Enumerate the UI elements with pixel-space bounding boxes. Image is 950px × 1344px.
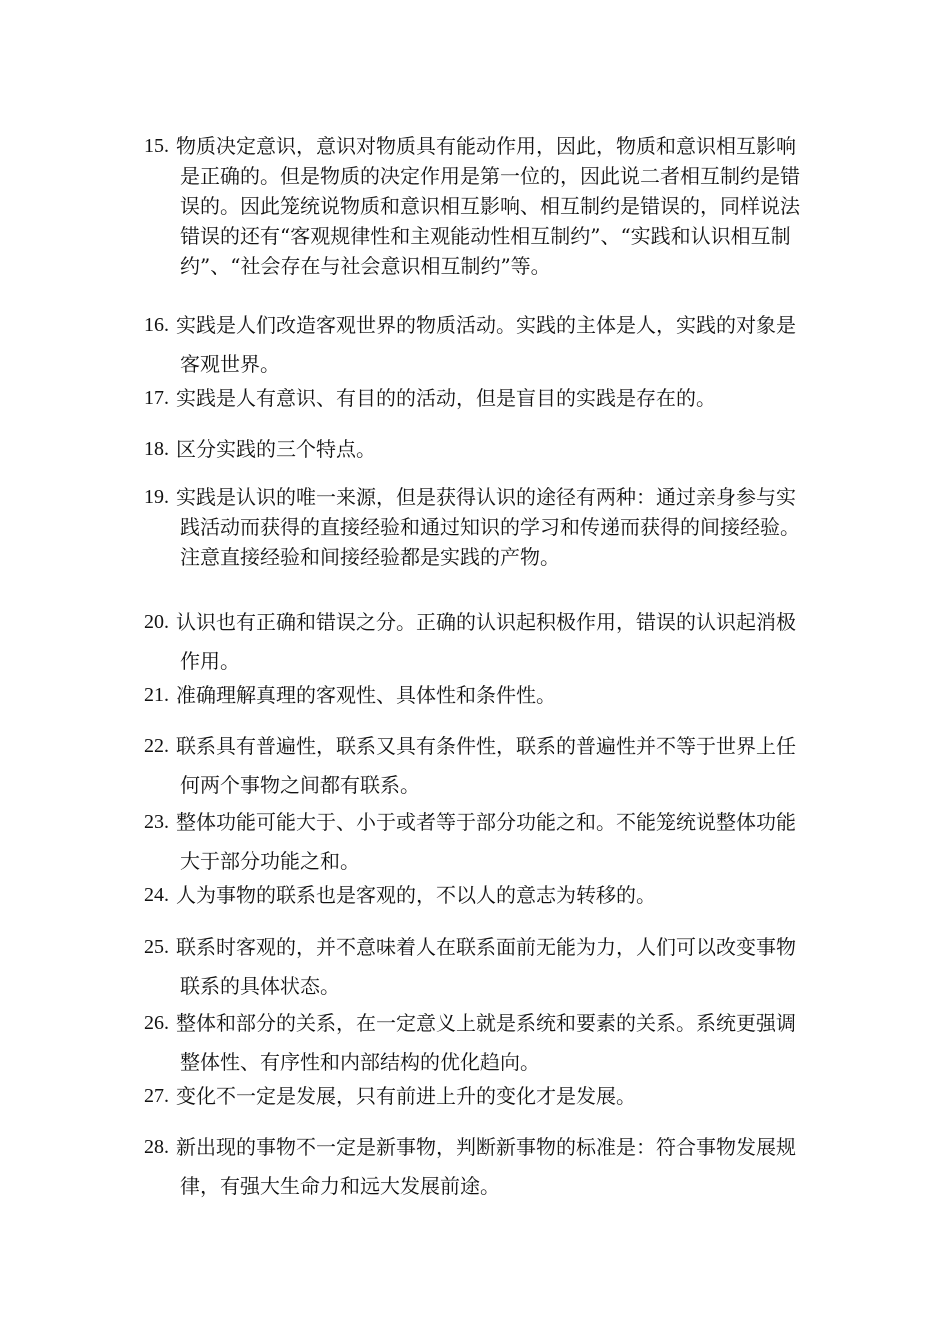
list-item-15 — [144, 131, 810, 281]
list-item-22 — [144, 727, 810, 805]
item-number: 22. — [144, 735, 169, 757]
item-number: 20. — [144, 611, 169, 633]
list-item-24 — [144, 876, 810, 915]
item-text: 区分实践的三个特点。 — [176, 437, 376, 461]
list-item-16 — [144, 306, 810, 384]
list-item-21 — [144, 676, 810, 715]
item-text: 联系时客观的，并不意味着人在联系面前无能为力，人们可以改变事物联系的具体状态。 — [176, 935, 796, 998]
list-item-19 — [144, 482, 810, 572]
list-item-25 — [144, 928, 810, 1006]
item-text: 新出现的事物不一定是新事物，判断新事物的标准是：符合事物发展规律，有强大生命力和远大发展前途。 — [176, 1135, 796, 1198]
item-text: 准确理解真理的客观性、具体性和条件性。 — [176, 683, 556, 707]
item-number: 27. — [144, 1085, 169, 1107]
item-number: 19. — [144, 486, 169, 508]
item-text: 人为事物的联系也是客观的，不以人的意志为转移的。 — [176, 883, 656, 907]
list-item-23 — [144, 803, 810, 881]
list-item-18 — [144, 430, 810, 469]
item-number: 15. — [144, 135, 169, 157]
item-text: 物质决定意识，意识对物质具有能动作用，因此，物质和意识相互影响是正确的。但是物质的决定作用是第一位的，因此说二者相互制约是错误的。因此笼统说物质和意识相互影响、相互制约是错误的，同样说法错误的还有“客观规律性和主观能动性相互制约”、“实践和认识相互制约”、“社会存在与社会意识相互制约”等。 — [176, 134, 800, 278]
item-text: 整体和部分的关系，在一定意义上就是系统和要素的关系。系统更强调整体性、有序性和内部结构的优化趋向。 — [176, 1011, 796, 1074]
item-number: 24. — [144, 884, 169, 906]
item-text: 变化不一定是发展，只有前进上升的变化才是发展。 — [176, 1084, 636, 1108]
item-text: 实践是认识的唯一来源，但是获得认识的途径有两种：通过亲身参与实践活动而获得的直接经验和通过知识的学习和传递而获得的间接经验。注意直接经验和间接经验都是实践的产物。 — [176, 485, 800, 569]
item-text: 认识也有正确和错误之分。正确的认识起积极作用，错误的认识起消极作用。 — [176, 610, 796, 673]
list-item-17 — [144, 379, 810, 418]
item-text: 实践是人有意识、有目的的活动，但是盲目的实践是存在的。 — [176, 386, 716, 410]
list-item-27 — [144, 1077, 810, 1116]
item-number: 25. — [144, 936, 169, 958]
item-number: 26. — [144, 1012, 169, 1034]
list-item-20 — [144, 603, 810, 681]
item-number: 16. — [144, 314, 169, 336]
list-item-28 — [144, 1128, 810, 1206]
item-number: 21. — [144, 684, 169, 706]
list-item-26 — [144, 1004, 810, 1082]
item-number: 17. — [144, 387, 169, 409]
item-text: 整体功能可能大于、小于或者等于部分功能之和。不能笼统说整体功能大于部分功能之和。 — [176, 810, 796, 873]
item-number: 23. — [144, 811, 169, 833]
item-text: 联系具有普遍性，联系又具有条件性，联系的普遍性并不等于世界上任何两个事物之间都有联系。 — [176, 734, 796, 797]
item-text: 实践是人们改造客观世界的物质活动。实践的主体是人，实践的对象是客观世界。 — [176, 313, 796, 376]
item-number: 28. — [144, 1136, 169, 1158]
item-number: 18. — [144, 438, 169, 460]
